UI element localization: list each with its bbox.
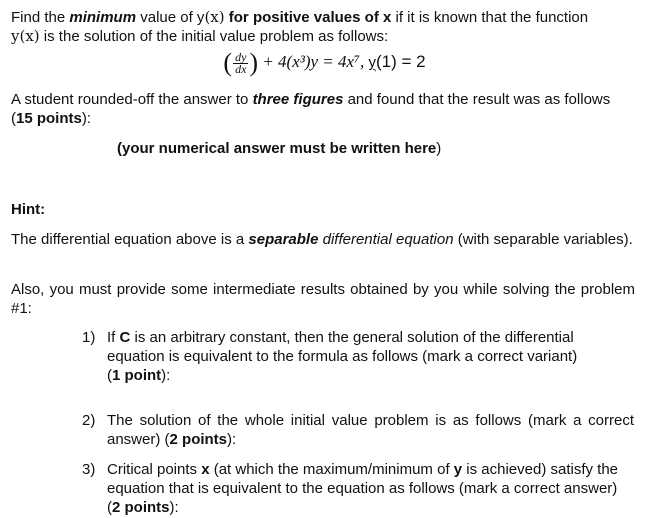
initial-condition-variable: y — [368, 54, 376, 71]
hint-title: Hint: — [11, 201, 46, 218]
differential-equation: ( $\frac{dy}{dx}$ ) + 4(x³)y = 4x⁷, y(1) = 2 — [223, 48, 426, 77]
hint-separable: The differential equation above is a separable differential equation (with separable variables). — [11, 231, 633, 248]
answer-placeholder[interactable]: (your numerical answer must be written here) — [117, 140, 442, 157]
rounding-paragraph: A student rounded-off the answer to three figures and found that the result was as follows (15 points): — [11, 91, 611, 127]
derivative-fraction: $\frac{dy}{dx}$ — [235, 49, 247, 76]
hint-intermediate: Also, you must provide some intermediate results obtained by you while solving the problem #1: — [11, 281, 635, 317]
emphasis-minimum: minimum — [69, 9, 137, 26]
problem-statement: Find the minimum value of y(x) for positive values of x if it is known that the function y(x) is the solution of the initial value problem as follows: — [11, 8, 589, 45]
